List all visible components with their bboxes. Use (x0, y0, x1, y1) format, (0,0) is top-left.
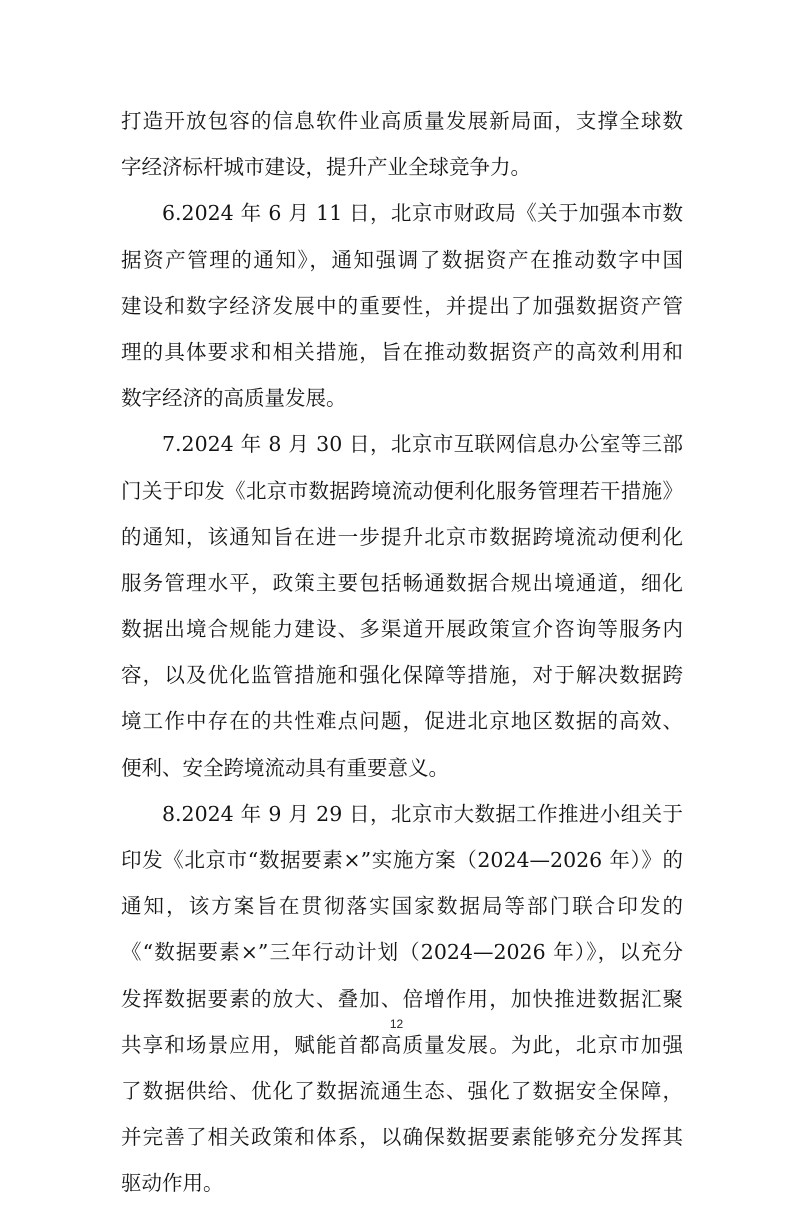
text-line: 服务管理水平，政策主要包括畅通数据合规出境通道，细化 (121, 570, 683, 595)
text-line: 共享和场景应用，赋能首都高质量发展。为此，北京市加强 (121, 1032, 683, 1057)
text-line: 建设和数字经济发展中的重要性，并提出了加强数据资产管 (121, 293, 683, 318)
text-line: 驱动作用。 (121, 1171, 224, 1196)
text-line: 理的具体要求和相关措施，旨在推动数据资产的高效利用和 (121, 339, 683, 364)
text-line: 数字经济的高质量发展。 (121, 386, 347, 411)
paragraph (121, 98, 683, 190)
text-line: 字经济标杆城市建设，提升产业全球竞争力。 (121, 155, 531, 180)
text-line: 数据出境合规能力建设、多渠道开展政策宣介咨询等服务内 (121, 617, 683, 642)
text-line: 打造开放包容的信息软件业高质量发展新局面，支撑全球数 (121, 109, 683, 133)
text-line: 印发《北京市“数据要素×”实施方案（2024—2026 年）》的 (121, 848, 683, 872)
text-line: 容，以及优化监管措施和强化保障等措施，对于解决数据跨 (121, 663, 683, 688)
paragraph (121, 190, 683, 421)
text-line: 的通知，该通知旨在进一步提升北京市数据跨境流动便利化 (121, 524, 683, 549)
text-line: 便利、安全跨境流动具有重要意义。 (121, 755, 449, 780)
paragraph (121, 421, 683, 791)
text-line: 门关于印发《北京市数据跨境流动便利化服务管理若干措施》 (121, 478, 683, 503)
page-number: 12 (389, 1017, 404, 1031)
text-line: 了数据供给、优化了数据流通生态、强化了数据安全保障， (121, 1078, 683, 1103)
text-line: 境工作中存在的共性难点问题，促进北京地区数据的高效、 (121, 709, 683, 734)
text-line: 8.2024 年 9 月 29 日，北京市大数据工作推进小组关于 (162, 801, 683, 826)
text-line: 通知，该方案旨在贯彻落实国家数据局等部门联合印发的 (121, 894, 683, 919)
body-text (121, 98, 683, 1207)
text-line: 并完善了相关政策和体系，以确保数据要素能够充分发挥其 (121, 1125, 683, 1150)
text-line: 发挥数据要素的放大、叠加、倍增作用，加快推进数据汇聚 (121, 986, 683, 1011)
paragraph (121, 791, 683, 1207)
text-line: 7.2024 年 8 月 30 日，北京市互联网信息办公室等三部 (162, 432, 683, 457)
text-line: 据资产管理的通知》，通知强调了数据资产在推动数字中国 (121, 247, 683, 272)
text-line: 《“数据要素×”三年行动计划（2024—2026 年）》，以充分 (121, 940, 683, 965)
text-line: 6.2024 年 6 月 11 日，北京市财政局《关于加强本市数 (162, 201, 683, 226)
